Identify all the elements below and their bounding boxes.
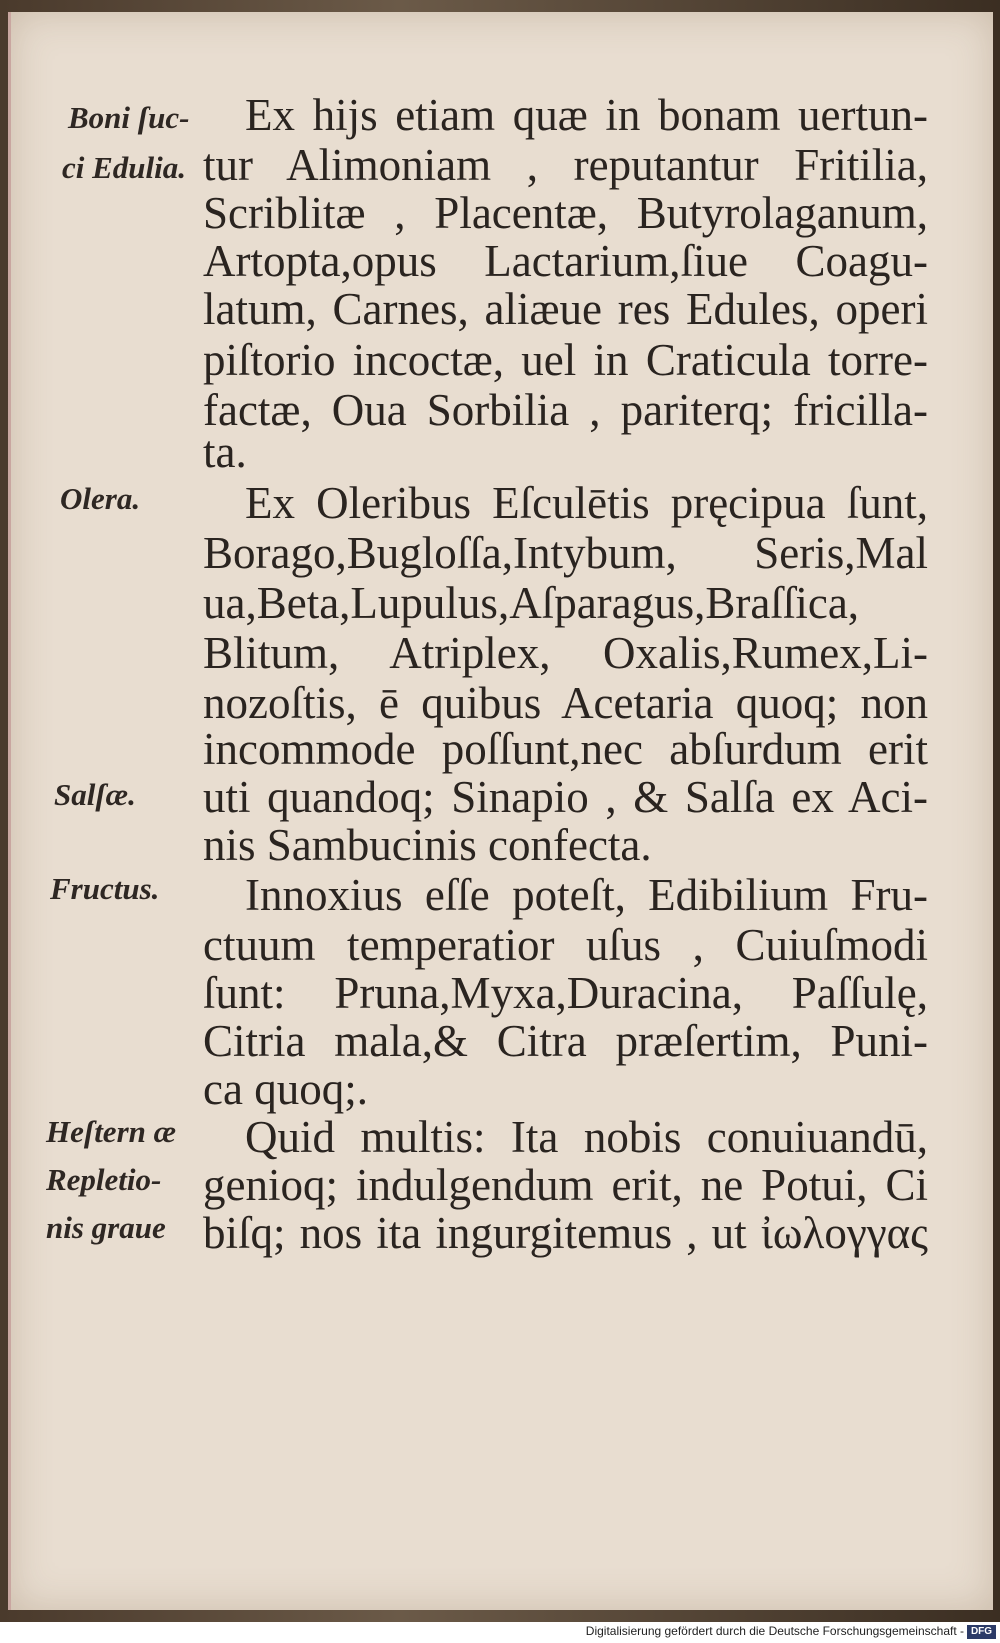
margin-note-hesternae: Heſtern æ bbox=[46, 1114, 177, 1149]
text-line: genioq; indulgendum erit, ne Potui, Ci bbox=[203, 1160, 928, 1210]
margin-note-olera: Olera. bbox=[60, 481, 141, 516]
text-line: Artopta,opus Lactarium,ſiue Coagu- bbox=[203, 236, 928, 286]
text-line: tur Alimoniam , reputantur Fritilia, bbox=[203, 140, 928, 190]
margin-note-boni: Boni ſuc- bbox=[68, 100, 190, 135]
text-line: ca quoq;. bbox=[203, 1064, 368, 1114]
text-line: Ex Oleribus Eſculētis pręcipua ſunt, bbox=[245, 478, 928, 528]
digitization-credit: Digitalisierung gefördert durch die Deutsche Forschungsgemeinschaft - bbox=[585, 1624, 964, 1638]
text-line: ſunt: Pruna,Myxa,Duracina, Paſſulę, bbox=[203, 968, 928, 1018]
text-line: Innoxius eſſe poteſt, Edibilium Fru- bbox=[245, 870, 928, 920]
dfg-logo: DFG bbox=[967, 1625, 996, 1639]
margin-note-edulia: ci Edulia. bbox=[62, 150, 187, 185]
margin-note-repletio: Repletio- bbox=[46, 1162, 162, 1197]
text-line: ctuum temperatior uſus , Cuiuſmodi bbox=[203, 920, 928, 970]
text-line: piſtorio incoctæ, uel in Craticula torre- bbox=[203, 335, 928, 385]
text-line: nozoſtis, ē quibus Acetaria quoq; non bbox=[203, 678, 928, 728]
text-line: uti quandoq; Sinapio , & Salſa ex Aci- bbox=[203, 772, 928, 822]
footer-bar bbox=[0, 1622, 1000, 1643]
text-line: Quid multis: Ita nobis conuiuandū, bbox=[245, 1112, 928, 1162]
text-line: Scriblitæ , Placentæ, Butyrolaganum, bbox=[203, 188, 928, 238]
margin-note-graue: nis graue bbox=[46, 1210, 166, 1245]
text-line: ua,Beta,Lupulus,Aſparagus,Braſſica, bbox=[203, 578, 860, 628]
text-line: Blitum, Atriplex, Oxalis,Rumex,Li- bbox=[203, 628, 928, 678]
text-line: Citria mala,& Citra præſertim, Puni- bbox=[203, 1016, 928, 1066]
text-line: incommode poſſunt,nec abſurdum erit bbox=[203, 724, 928, 774]
text-line: nis Sambucinis confecta. bbox=[203, 820, 652, 870]
text-line: factæ, Oua Sorbilia , pariterq; fricilla- bbox=[203, 385, 928, 435]
margin-note-salsae: Salſæ. bbox=[54, 777, 136, 812]
text-line: Borago,Bugloſſa,Intybum, Seris,Mal bbox=[203, 528, 928, 578]
margin-note-fructus: Fructus. bbox=[50, 871, 160, 906]
text-line: Ex hijs etiam quæ in bonam uertun- bbox=[245, 90, 928, 140]
text-line: biſq; nos ita ingurgitemus , ut ἰωλογγας bbox=[203, 1208, 928, 1258]
text-line: ta. bbox=[203, 427, 247, 477]
text-line: latum, Carnes, aliæue res Edules, operi bbox=[203, 284, 928, 334]
